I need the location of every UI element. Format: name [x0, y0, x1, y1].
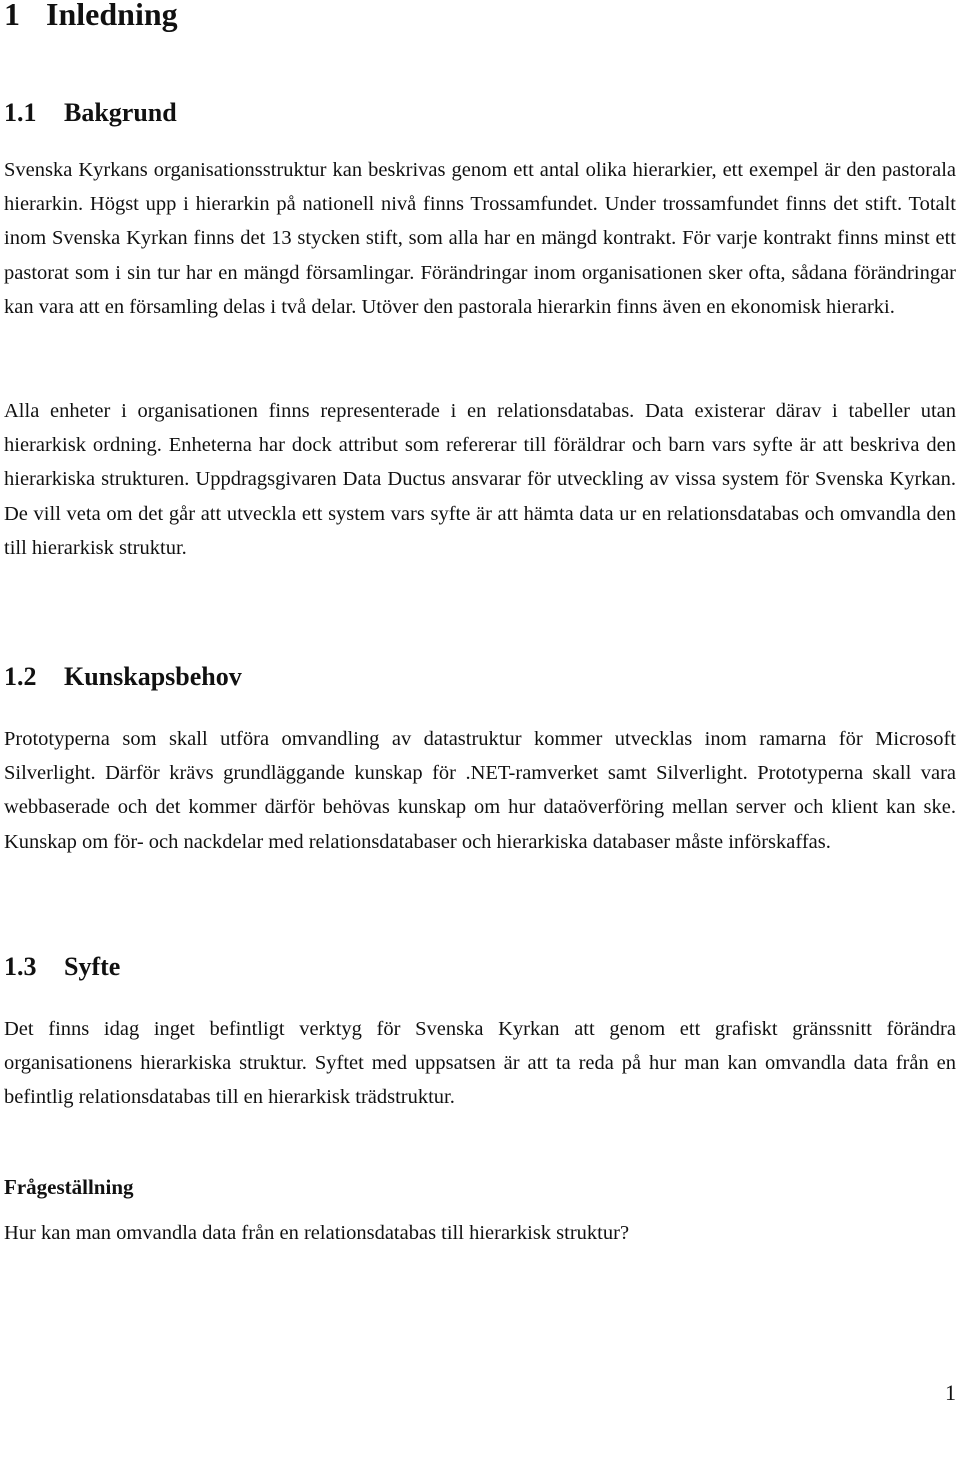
section-number: 1.3 — [4, 952, 37, 981]
chapter-title: Inledning — [46, 0, 178, 32]
section-title: Syfte — [64, 952, 121, 981]
section-heading-bakgrund — [4, 97, 177, 129]
section-number: 1.2 — [4, 662, 37, 691]
paragraph-bakgrund-1: Svenska Kyrkans organisationsstruktur kan beskrivas genom ett antal olika hierarkier, ett exempel är den pastorala hierarkin. Högst upp i hierarkin på nationell nivå finns Trossamfundet. Under trossamfundet finns det stift. Totalt inom Svenska Kyrkan finns det 13 stycken stift, som alla har en mängd kontrakt. För varje kontrakt finns minst ett pastorat som i sin tur har en mängd församlingar. Förändringar inom organisationen sker ofta, sådana förändringar kan vara att en församling delas i två delar. Utöver den pastorala hierarkin finns även en ekonomisk hierarki. — [4, 159, 956, 318]
section-heading-syfte — [4, 951, 120, 983]
question-text: Hur kan man omvandla data från en relationsdatabas till hierarkisk struktur? — [4, 1222, 630, 1244]
section-number: 1.1 — [4, 98, 37, 127]
section-title: Bakgrund — [64, 98, 177, 127]
chapter-heading — [4, 0, 178, 34]
chapter-number: 1 — [4, 0, 20, 32]
page-number: 1 — [945, 1380, 956, 1405]
question-heading: Frågeställning — [4, 1175, 134, 1199]
paragraph-syfte: Det finns idag inget befintligt verktyg för Svenska Kyrkan att genom ett grafiskt gränssnitt förändra organisationens hierarkiska struktur. Syftet med uppsatsen är att ta reda på hur man kan omvandla data från en befintlig relationsdatabas till en hierarkisk trädstruktur. — [4, 1018, 956, 1109]
section-title: Kunskapsbehov — [64, 662, 242, 691]
paragraph-kunskapsbehov: Prototyperna som skall utföra omvandling av datastruktur kommer utvecklas inom ramarna för Microsoft Silverlight. Därför krävs grundläggande kunskap för .NET-ramverket samt Silverlight. Prototyperna skall vara webbaserade och det kommer därför behövas kunskap om hur dataöverföring mellan server och klient kan ske. Kunskap om för- och nackdelar med relationsdatabaser och hierarkiska databaser måste införskaffas. — [4, 728, 956, 853]
paragraph-bakgrund-2: Alla enheter i organisationen finns representerade i en relationsdatabas. Data existerar därav i tabeller utan hierarkisk ordning. Enheterna har dock attribut som refererar till föräldrar och barn vars syfte är att beskriva den hierarkiska strukturen. Uppdragsgivaren Data Ductus ansvarar för utveckling av vissa system för Svenska Kyrkan. De vill veta om det går att utveckla ett system vars syfte är att hämta data ur en relationsdatabas och omvandla den till hierarkisk struktur. — [4, 400, 956, 559]
section-heading-kunskapsbehov — [4, 661, 242, 693]
